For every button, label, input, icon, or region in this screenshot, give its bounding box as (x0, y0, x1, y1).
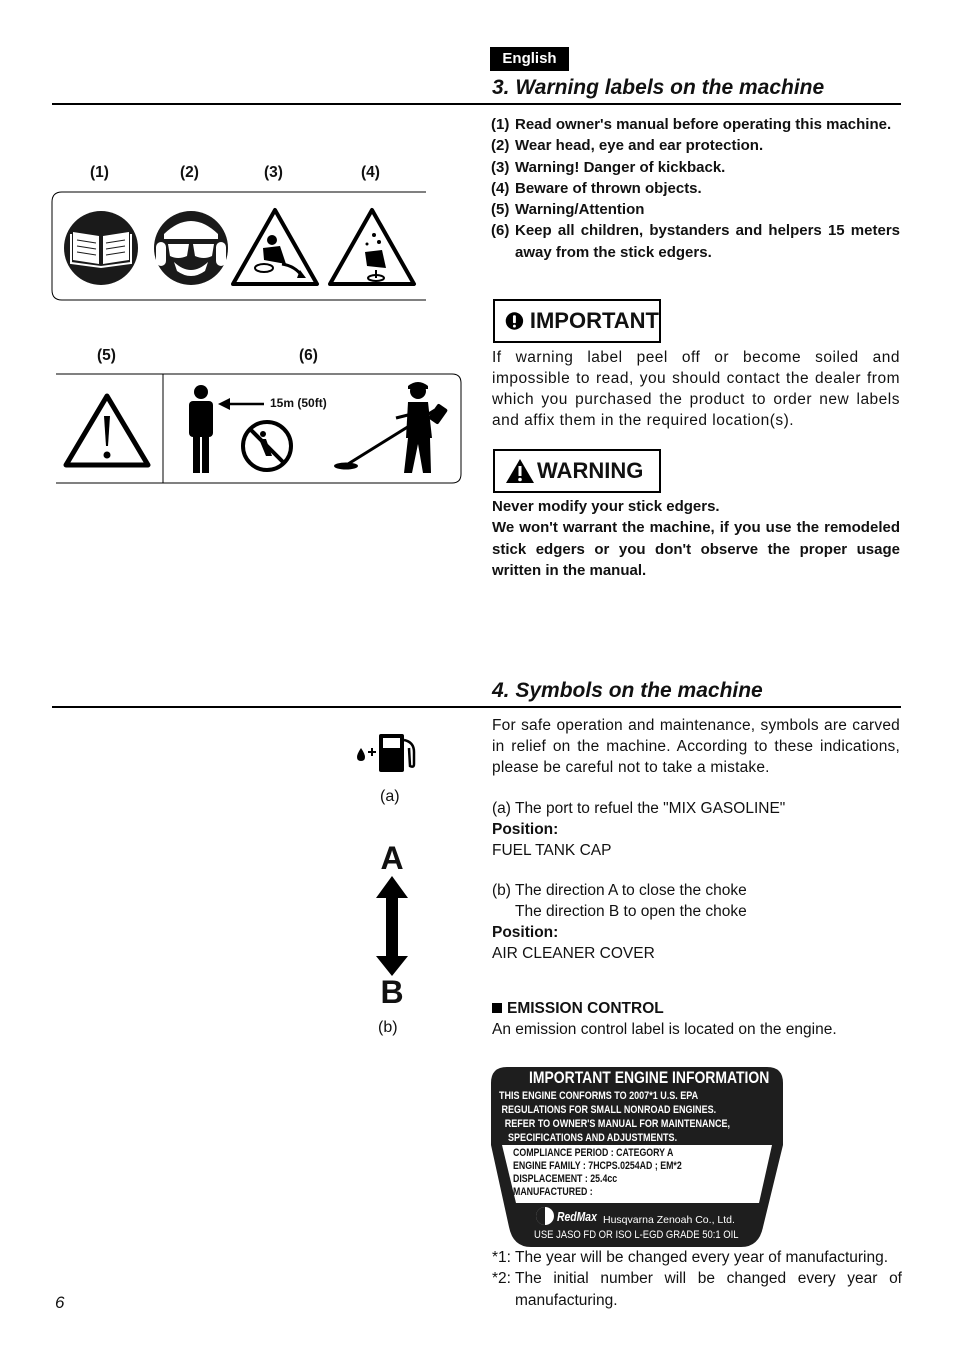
arrow-left-icon (218, 398, 264, 410)
head-eye-ear-protection-icon (154, 211, 228, 285)
warning-text (492, 496, 900, 581)
thrown-objects-warning-icon (330, 210, 414, 284)
symbols-intro: For safe operation and maintenance, symbols are carved in relief on the machine. According to these indications, please be careful not to take a mistake. (492, 717, 900, 777)
section-3-title: 3. Warning labels on the machine (492, 76, 825, 99)
list-item: (5) Warning/Attention (491, 201, 645, 219)
footnote-2 (492, 1268, 902, 1311)
figure-label-4: (4) (361, 164, 380, 181)
warning-line-2: We won't warrant the machine, if you use the remodeled stick edgers or you don't observe the proper usage written in the manual. (492, 519, 900, 579)
choke-direction-symbol (370, 840, 414, 1015)
position-value-b: AIR CLEANER COVER (492, 945, 655, 962)
engine-label-title: IMPORTANT ENGINE INFORMATION (529, 1068, 770, 1087)
figure-label-3: (3) (264, 164, 283, 181)
letter-b: B (380, 974, 404, 1010)
emission-title-text: EMISSION CONTROL (507, 1000, 664, 1017)
epa-line-3: REFER TO OWNER'S MANUAL FOR MAINTENANCE, (504, 1118, 731, 1130)
warning-line-1: Never modify your stick edgers. (492, 498, 720, 515)
spec-compliance: COMPLIANCE PERIOD : CATEGORY A (513, 1147, 674, 1159)
redmax-logo-icon (535, 1206, 555, 1226)
emission-title (492, 998, 900, 1019)
epa-line-1: THIS ENGINE CONFORMS TO 2007*1 U.S. EPA (499, 1090, 699, 1102)
figure-label-5: (5) (97, 347, 116, 364)
read-manual-icon (64, 211, 138, 285)
symbol-b-text-2: The direction B to open the choke (515, 903, 747, 920)
symbol-b-description (492, 880, 900, 964)
figure-label-1: (1) (90, 164, 109, 181)
important-box (493, 299, 661, 343)
warning-box (493, 449, 661, 493)
list-item: (1) Read owner's manual before operating this machine. (491, 116, 892, 133)
footnotes (492, 1247, 902, 1311)
spec-family: ENGINE FAMILY : 7HCPS.0254AD ; EM*2 (513, 1160, 682, 1172)
footnote-2-text: The initial number will be changed every year of manufacturing. (515, 1270, 902, 1309)
exclamation-circle-icon (505, 308, 524, 334)
fuel-mix-symbol (354, 728, 424, 778)
distance-label: 15m (50ft) (270, 396, 327, 410)
language-tab: English (490, 47, 569, 71)
oil-spec: USE JASO FD OR ISO L-EGD GRADE 50:1 OIL (534, 1229, 739, 1241)
emission-text: An emission control label is located on the engine. (492, 1021, 837, 1038)
position-label-a: Position: (492, 821, 559, 838)
kickback-warning-icon (233, 210, 317, 284)
figure-label-2: (2) (180, 164, 199, 181)
position-label-b: Position: (492, 924, 559, 941)
warning-label-list (491, 114, 900, 263)
page-number: 6 (55, 1293, 65, 1312)
letter-a: A (380, 840, 404, 876)
list-item: (3) Warning! Danger of kickback. (491, 158, 726, 176)
epa-line-2: REGULATIONS FOR SMALL NONROAD ENGINES. (501, 1104, 717, 1116)
position-value-a: FUEL TANK CAP (492, 842, 612, 859)
figure-label-6: (6) (299, 347, 318, 364)
warning-triangle-icon (505, 458, 535, 484)
spec-manufactured: MANUFACTURED : (513, 1186, 593, 1198)
engine-label-epa-text (499, 1089, 730, 1145)
operator-with-edger-icon (334, 382, 448, 473)
footnote-2-num: *2: (492, 1270, 511, 1288)
company-name: Husqvarna Zenoah Co., Ltd. (603, 1214, 735, 1226)
section-3-rule (52, 103, 901, 105)
double-arrow-icon (370, 876, 414, 986)
footnote-1: *1: The year will be changed every year of manufacturing. (492, 1249, 889, 1266)
no-bystander-icon (243, 422, 291, 470)
symbol-a-text: (a) The port to refuel the "MIX GASOLINE" (492, 800, 786, 817)
list-item: (4) Beware of thrown objects. (491, 179, 702, 197)
warning-labels-figure (50, 160, 470, 500)
warning-label: WARNING (537, 458, 644, 483)
spec-displacement: DISPLACEMENT : 25.4cc (513, 1173, 618, 1185)
engine-information-label (491, 1067, 783, 1247)
epa-line-4: SPECIFICATIONS AND ADJUSTMENTS. (508, 1132, 678, 1144)
section-4-title: 4. Symbols on the machine (492, 679, 763, 702)
brand-name: RedMax (557, 1209, 597, 1224)
symbol-a-description (492, 798, 900, 861)
caption-a: (a) (380, 788, 400, 805)
engine-label-specs (513, 1147, 682, 1199)
list-item: (6) Keep all children, bystanders and helpers 15 meters away from the stick edgers. (491, 222, 900, 261)
list-item: (2) Wear head, eye and ear protection. (491, 137, 764, 155)
section-4-rule (52, 706, 901, 708)
important-text: If warning label peel off or become soiled and impossible to read, you should contact the dealer from which you purchased the product to order new labels and affix them in the required location(s). (492, 349, 900, 430)
square-bullet-icon (492, 1003, 502, 1013)
symbol-b-text-1: (b) The direction A to close the choke (492, 882, 747, 899)
general-warning-icon (66, 396, 148, 465)
important-label: IMPORTANT (529, 308, 659, 333)
caption-b: (b) (378, 1019, 398, 1036)
standing-person-icon (189, 385, 213, 473)
emission-control (492, 998, 900, 1040)
